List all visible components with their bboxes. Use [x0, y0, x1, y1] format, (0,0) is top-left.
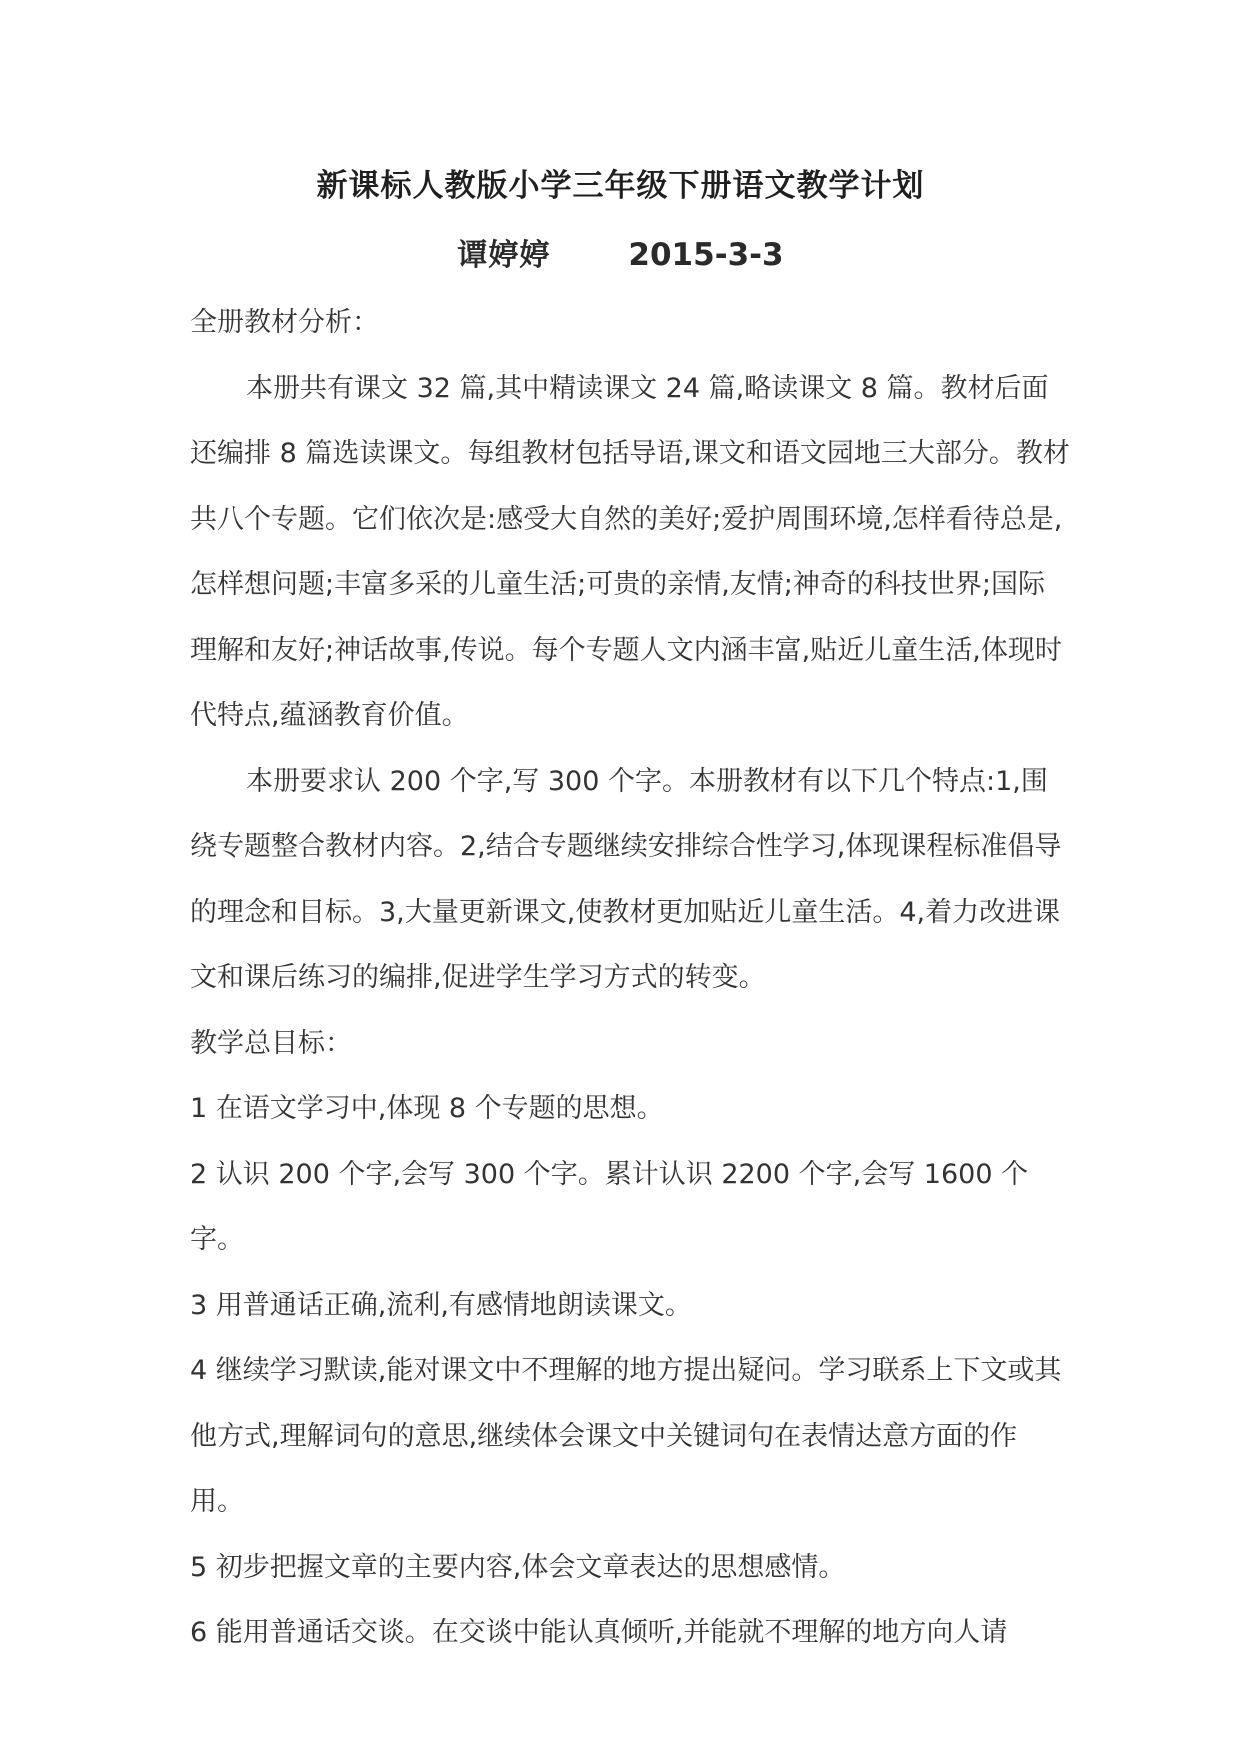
- document-title: 新课标人教版小学三年级下册语文教学计划: [316, 168, 925, 204]
- goal-item-4: 4 继续学习默读,能对课文中不理解的地方提出疑问。学习联系上下文或其他方式,理解词句的意思,继续体会课文中关键词句在表情达意方面的作用。: [190, 1355, 1062, 1517]
- goal-item-5: 5 初步把握文章的主要内容,体会文章表达的思想感情。: [190, 1551, 846, 1583]
- document-body: [190, 290, 1070, 1666]
- paragraph-requirements: 本册要求认 200 个字,写 300 个字。本册教材有以下几个特点:1,围绕专题整合教材内容。2,结合专题继续安排综合性学习,体现课程标准倡导的理念和目标。3,大量更新课文,使教材更加贴近儿童生活。4,着力改进课文和课后练习的编排,促进学生学习方式的转变。: [190, 765, 1062, 993]
- goal-item-1: 1 在语文学习中,体现 8 个专题的思想。: [190, 1093, 664, 1124]
- paragraph-lesson-overview: 本册共有课文 32 篇,其中精读课文 24 篇,略读课文 8 篇。教材后面还编排 8 篇选读课文。每组教材包括导语,课文和语文园地三大部分。教材共八个专题。它们依次是:感受大自然的美好;爱护周围环境,怎样看待总是,怎样想问题;丰富多采的儿童生活;可贵的亲情,友情;神奇的科技世界;国际理解和友好;神话故事,传说。每个专题人文内涵丰富,贴近儿童生活,体现时代特点,蕴涵教育价值。: [190, 372, 1070, 731]
- section-heading-teaching-goals: 教学总目标：: [190, 1027, 352, 1059]
- section-heading-material-analysis: 全册教材分析：: [190, 307, 379, 338]
- document-date: 2015-3-3: [628, 237, 784, 273]
- goal-item-2: 2 认识 200 个字,会写 300 个字。累计认识 2200 个字,会写 1600 个字。: [190, 1158, 1029, 1255]
- goal-item-6: 6 能用普通话交谈。在交谈中能认真倾听,并能就不理解的地方向人请: [190, 1617, 1008, 1648]
- author-name: 谭婷婷: [457, 238, 551, 273]
- goal-item-3: 3 用普通话正确,流利,有感情地朗读课文。: [190, 1289, 692, 1321]
- author-date-line: [0, 230, 1241, 274]
